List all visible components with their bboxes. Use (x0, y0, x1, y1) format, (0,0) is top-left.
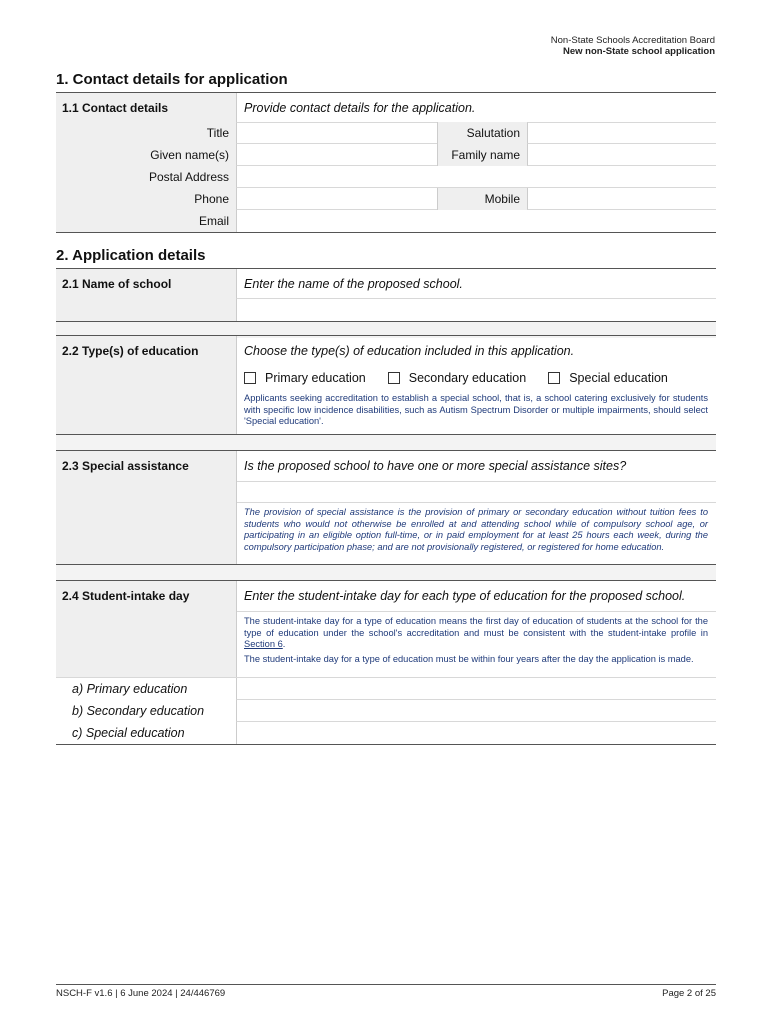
header-document-title: New non-State school application (562, 46, 715, 57)
family-name-field[interactable] (527, 144, 716, 166)
types-of-education-prompt: Choose the type(s) of education included in this application. (244, 344, 575, 358)
section-divider (56, 564, 716, 581)
section-divider (56, 434, 716, 451)
name-of-school-field[interactable] (236, 299, 716, 321)
types-of-education-label: 2.2 Type(s) of education (56, 336, 236, 434)
special-assistance-prompt: Is the proposed school to have one or more special assistance sites? (237, 451, 716, 482)
contact-details-prompt: Provide contact details for the application. (236, 93, 716, 122)
secondary-intake-label: b) Secondary education (56, 700, 236, 722)
student-intake-note-1-text: The student-intake day for a type of education means the first day of education of students at the school for the type of education under the school's accreditation and must be consistent with the student-intake profile in (244, 616, 708, 638)
header-org: Non-State Schools Accreditation Board (550, 35, 715, 46)
email-label: Email (56, 210, 236, 232)
section-2-heading: 2. Application details (56, 247, 206, 264)
secondary-intake-field[interactable] (236, 700, 716, 722)
special-education-option-label: Special education (569, 371, 668, 385)
secondary-education-option[interactable] (388, 371, 526, 385)
given-names-field[interactable] (236, 144, 437, 166)
special-education-option[interactable] (548, 371, 668, 385)
phone-label: Phone (56, 188, 236, 210)
salutation-field[interactable] (527, 122, 716, 144)
special-assistance-block (56, 450, 716, 581)
primary-education-option[interactable] (244, 371, 366, 385)
special-assistance-label: 2.3 Special assistance (56, 451, 236, 564)
primary-intake-label: a) Primary education (56, 678, 236, 700)
section-6-link[interactable]: Section 6 (244, 639, 283, 649)
primary-education-option-label: Primary education (265, 371, 366, 385)
special-school-note: Applicants seeking accreditation to establish a special school, that is, a school catering exclusively for students with specific low incidence disabilities, such as Autism Spectrum Disorder or multiple impairments, should select 'Special education'. (244, 393, 708, 426)
education-type-options (237, 365, 716, 385)
name-of-school-block (56, 268, 716, 338)
footer-version: NSCH-F v1.6 | 6 June 2024 | 24/446769 (56, 988, 226, 999)
phone-field[interactable] (236, 188, 437, 210)
special-intake-field[interactable] (236, 722, 716, 744)
contact-details-table (56, 92, 716, 233)
mobile-field[interactable] (527, 188, 716, 210)
postal-address-field[interactable] (236, 166, 716, 188)
special-intake-label: c) Special education (56, 722, 236, 744)
student-intake-prompt: Enter the student-intake day for each type of education for the proposed school. (237, 581, 716, 612)
student-intake-note-1 (237, 612, 716, 652)
page-number: Page 2 of 25 (662, 988, 716, 999)
student-intake-label: 2.4 Student-intake day (56, 581, 236, 677)
secondary-education-option-label: Secondary education (408, 371, 527, 385)
given-names-label: Given name(s) (56, 144, 236, 166)
email-field[interactable] (236, 210, 716, 232)
primary-intake-field[interactable] (236, 678, 716, 700)
title-label: Title (56, 122, 236, 144)
title-field[interactable] (236, 122, 437, 144)
student-intake-note-1-end: . (282, 639, 286, 649)
page-footer (56, 984, 716, 999)
special-assistance-note: The provision of special assistance is the provision of primary or secondary education without tuition fees to students who would not otherwise be enrolled at and attending school while of compulsory school age, or participating in an eligible option full-time, or in paid employment for at least 25 hours each week, during the compulsory participation phase; and are not provisionally registered, or registered for home education. (244, 507, 708, 552)
student-intake-note-2: The student-intake day for a type of education must be within four years after the day the application is made. (244, 653, 694, 664)
name-of-school-prompt: Enter the name of the proposed school. (236, 269, 716, 299)
student-intake-block (56, 580, 716, 745)
postal-address-label: Postal Address (56, 166, 236, 188)
contact-details-label: 1.1 Contact details (56, 93, 236, 122)
family-name-label: Family name (437, 144, 527, 166)
mobile-label: Mobile (437, 188, 527, 210)
name-of-school-label: 2.1 Name of school (56, 269, 236, 321)
section-1-heading: 1. Contact details for application (56, 71, 288, 88)
special-assistance-field[interactable] (237, 482, 716, 503)
secondary-education-checkbox[interactable] (388, 372, 400, 384)
primary-education-checkbox[interactable] (244, 372, 256, 384)
special-education-checkbox[interactable] (548, 372, 560, 384)
page-header (551, 35, 715, 57)
salutation-label: Salutation (437, 122, 527, 144)
types-of-education-block (56, 335, 716, 451)
